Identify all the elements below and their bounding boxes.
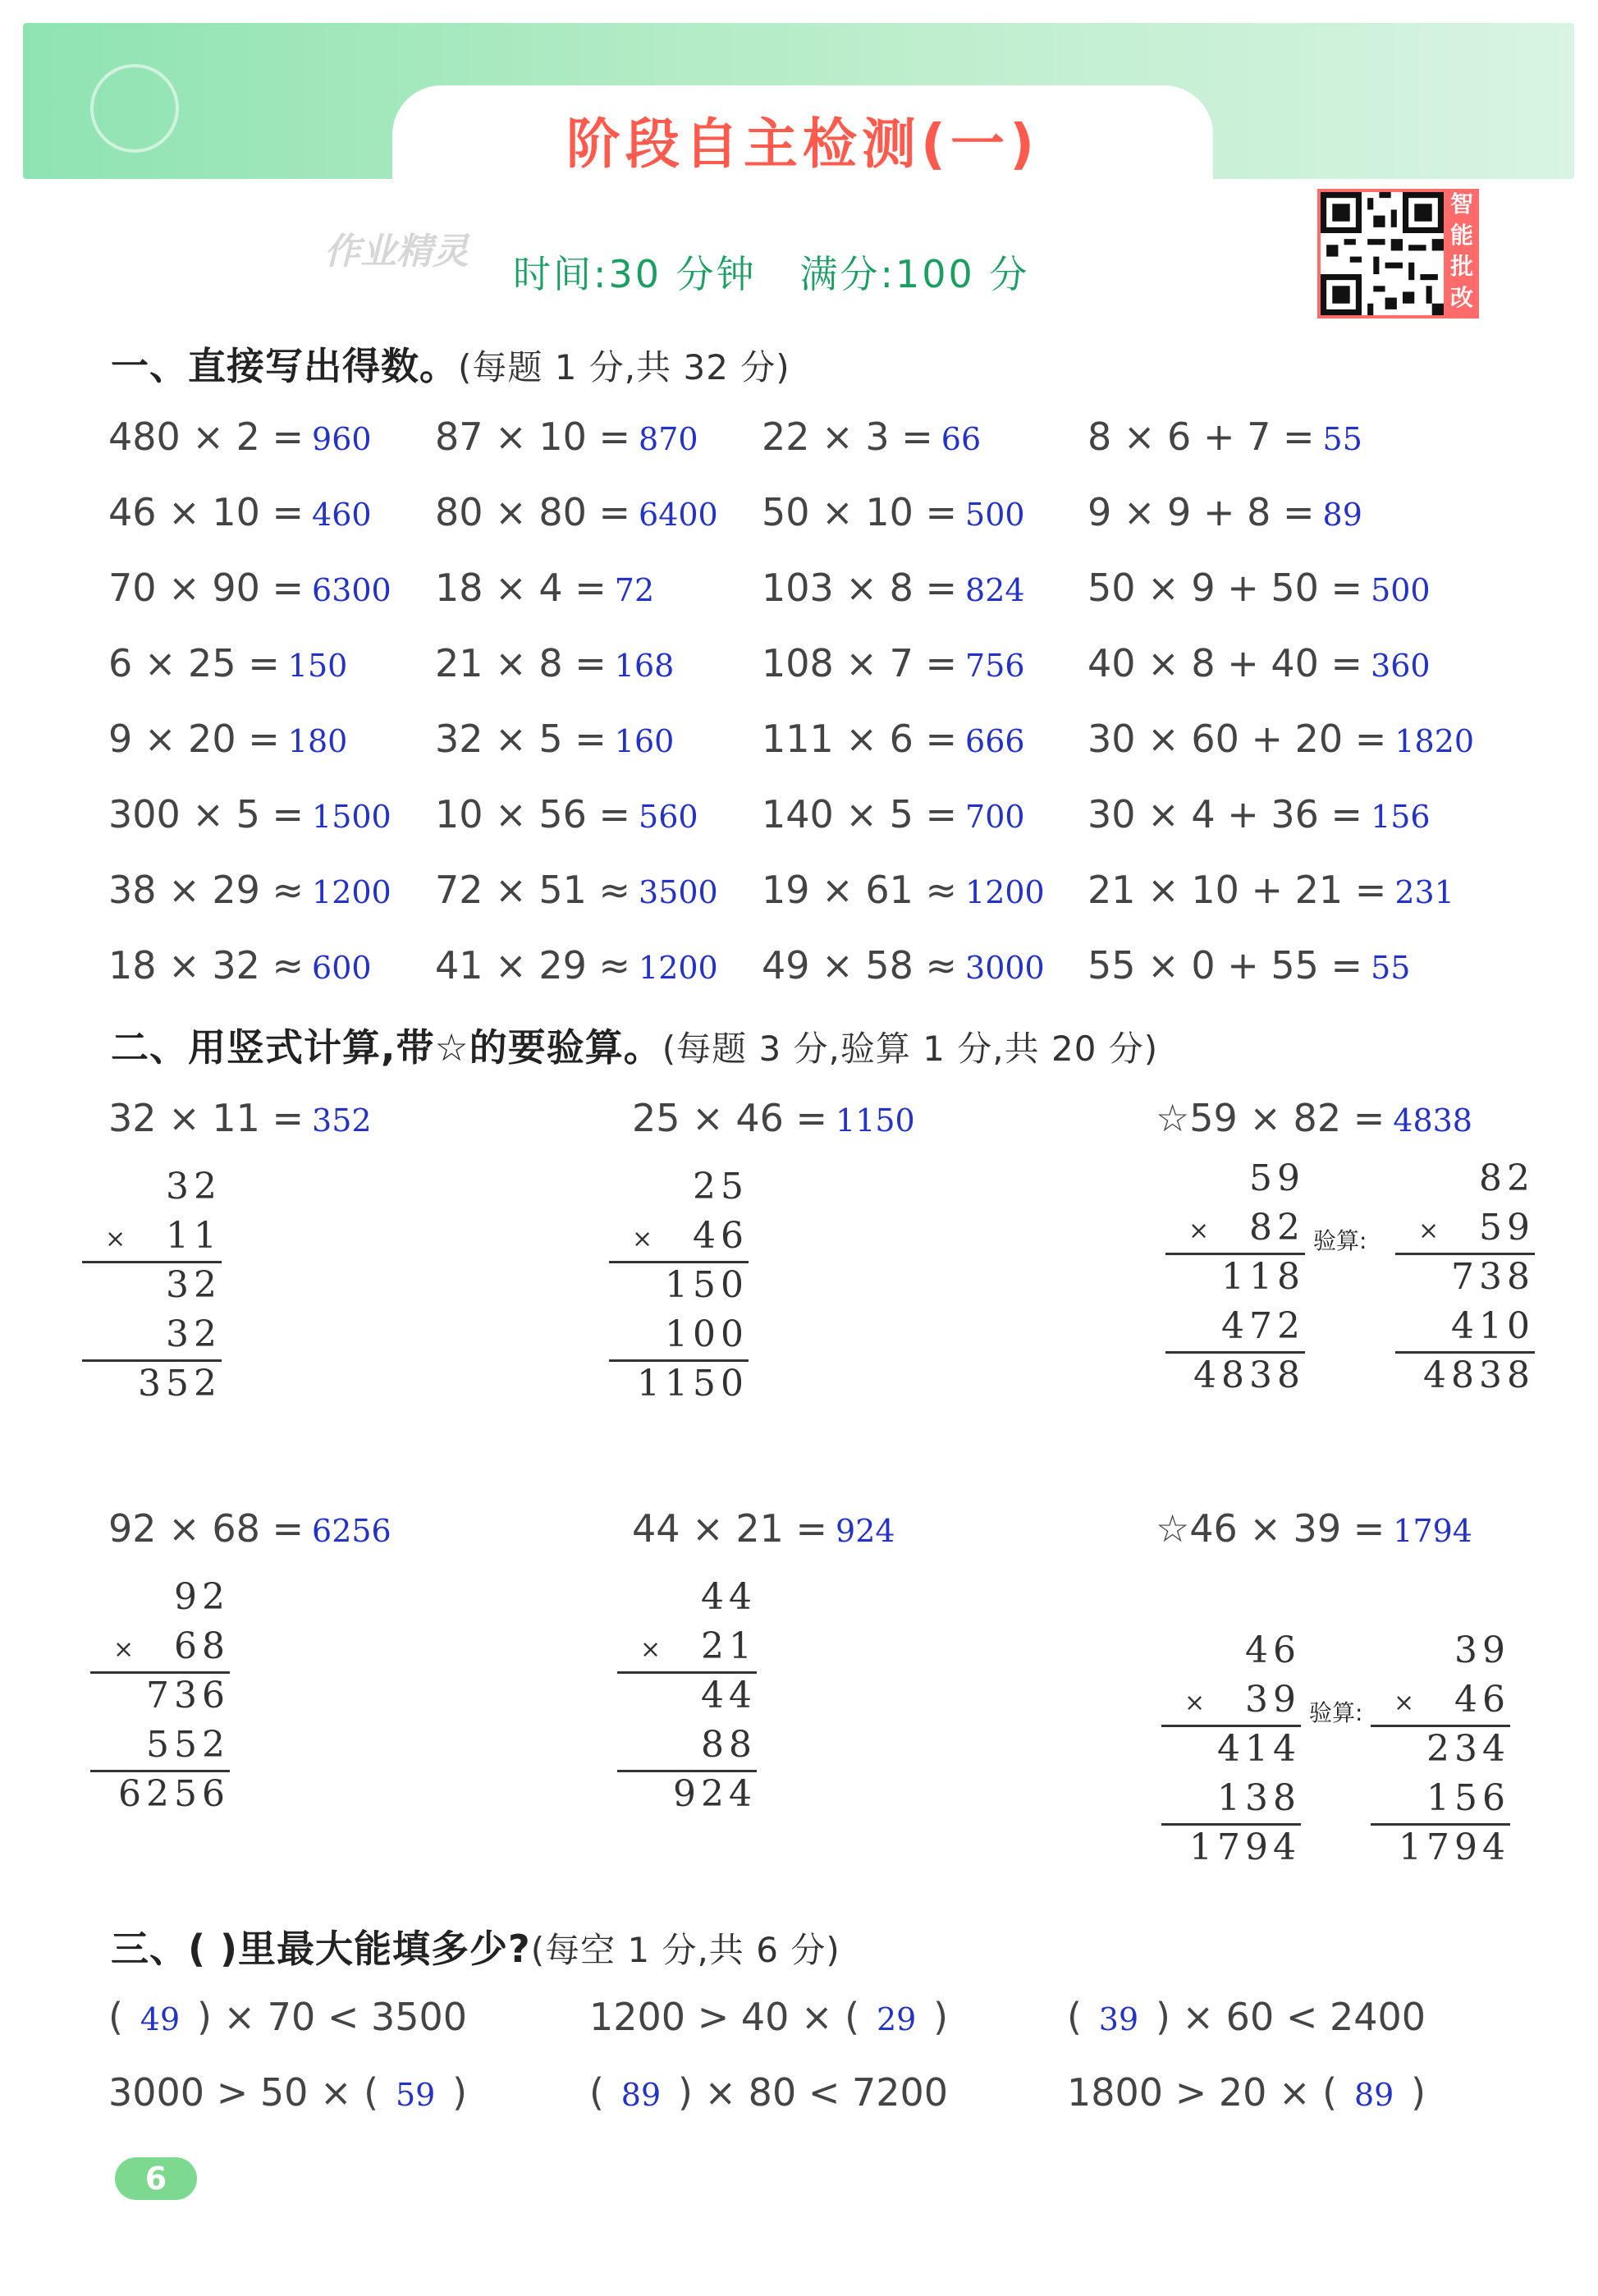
vertical-row: 156 — [1426, 1777, 1510, 1819]
answer-text: 89 — [620, 2077, 662, 2113]
multiply-sign: × — [1184, 1689, 1206, 1717]
answer-text: 870 — [639, 421, 698, 457]
expression-prefix: ( — [108, 1995, 123, 2039]
answer-text: 1200 — [312, 874, 391, 910]
arithmetic-item — [762, 641, 1025, 685]
expression-suffix: ) × 80 < 7200 — [677, 2070, 949, 2115]
answer-text: 460 — [312, 497, 372, 533]
arithmetic-item — [108, 868, 391, 912]
answer-text: 500 — [1371, 572, 1431, 608]
vertical-calculation — [609, 1166, 749, 1420]
vertical-calculation — [1165, 1157, 1305, 1412]
arithmetic-item — [108, 943, 372, 988]
vertical-row: 924 — [673, 1773, 757, 1815]
vertical-row: 150 — [665, 1264, 749, 1306]
arithmetic-item — [108, 641, 347, 685]
vertical-row: 46 — [693, 1215, 749, 1257]
multiply-sign: × — [113, 1635, 135, 1664]
expression-suffix: ) × 60 < 2400 — [1155, 1995, 1426, 2039]
watermark: 作业精灵 — [324, 231, 469, 273]
vertical-row: 39 — [1245, 1679, 1301, 1721]
vertical-row: 1794 — [1399, 1826, 1510, 1868]
answer-text: 352 — [312, 1102, 372, 1139]
question-text: 38 × 29 ≈ — [108, 868, 304, 912]
arithmetic-item — [762, 792, 1025, 836]
vertical-row: 44 — [701, 1675, 757, 1716]
question-text: 32 × 5 = — [435, 717, 607, 761]
arithmetic-item — [1087, 490, 1362, 534]
vertical-row: 1150 — [637, 1363, 749, 1405]
arithmetic-item — [1087, 868, 1454, 912]
question-text: 70 × 90 = — [108, 566, 304, 610]
answer-text: 1150 — [836, 1102, 915, 1139]
question-text: 140 × 5 = — [762, 792, 958, 836]
section1-heading — [111, 337, 790, 391]
expression-prefix: ( — [1067, 1995, 1082, 2039]
question-text: 30 × 4 + 36 = — [1087, 792, 1363, 836]
vertical-calculation — [1161, 1629, 1301, 1884]
answer-text: 59 — [395, 2077, 436, 2113]
section2-title: 二、用竖式计算,带☆的要验算。 — [111, 1025, 662, 1070]
answer-text: 1500 — [312, 799, 391, 835]
vertical-calculation — [617, 1576, 757, 1831]
vertical-row: 44 — [701, 1576, 757, 1618]
vertical-row: 118 — [1221, 1256, 1305, 1298]
multiply-sign: × — [105, 1225, 126, 1253]
fill-in-item — [1067, 1995, 1426, 2039]
question-text: 32 × 11 = — [108, 1096, 304, 1140]
question-text: 10 × 56 = — [435, 792, 631, 836]
divider-line — [609, 1359, 749, 1362]
answer-text: 360 — [1371, 648, 1431, 684]
qr-tag-label: 智能批改 — [1445, 189, 1479, 319]
arithmetic-item — [762, 415, 981, 459]
section2-note: (每题 3 分,验算 1 分,共 20 分) — [662, 1029, 1159, 1069]
answer-text: 6400 — [639, 497, 718, 533]
answer-text: 55 — [1371, 950, 1411, 986]
vertical-row: 32 — [166, 1264, 222, 1306]
arithmetic-item — [1087, 415, 1362, 459]
expression-prefix: 3000 > 50 × ( — [108, 2070, 379, 2115]
divider-line — [1161, 1725, 1301, 1727]
question-text: 6 × 25 = — [108, 641, 280, 685]
question-text: 18 × 32 ≈ — [108, 943, 304, 988]
divider-line — [1371, 1725, 1510, 1727]
question-text: 30 × 60 + 20 = — [1087, 717, 1387, 761]
question-text: 72 × 51 ≈ — [435, 868, 631, 912]
expression-prefix: 1200 > 40 × ( — [589, 1995, 860, 2039]
vertical-row: 100 — [665, 1313, 749, 1355]
vertical-calculation — [82, 1166, 222, 1420]
vertical-row: 552 — [146, 1724, 230, 1766]
answer-text: 1820 — [1394, 723, 1475, 759]
answer-text: 960 — [312, 421, 372, 457]
multiply-sign: × — [1418, 1217, 1440, 1245]
arithmetic-item — [762, 943, 1045, 988]
answer-text: 72 — [614, 572, 655, 608]
vertical-calculation — [1395, 1157, 1535, 1412]
divider-line — [609, 1261, 749, 1263]
divider-line — [82, 1261, 222, 1263]
page-number: 6 — [115, 2157, 197, 2200]
divider-line — [90, 1770, 230, 1772]
arithmetic-item — [435, 943, 718, 988]
answer-text: 39 — [1098, 2001, 1139, 2037]
arithmetic-item — [762, 566, 1025, 610]
decorative-circle — [90, 64, 179, 153]
arithmetic-item — [1087, 641, 1431, 685]
vertical-row: 738 — [1451, 1256, 1535, 1298]
question-text: 21 × 10 + 21 = — [1087, 868, 1387, 912]
question-text: 46 × 10 = — [108, 490, 304, 534]
vertical-row: 6256 — [118, 1773, 230, 1815]
expression-prefix: 1800 > 20 × ( — [1067, 2070, 1338, 2115]
expression-suffix: ) — [933, 1995, 949, 2039]
arithmetic-item — [108, 717, 347, 761]
question-text: 50 × 9 + 50 = — [1087, 566, 1363, 610]
answer-text: 160 — [614, 723, 675, 759]
divider-line — [82, 1359, 222, 1362]
arithmetic-item — [435, 566, 654, 610]
answer-text: 150 — [287, 648, 348, 684]
answer-text: 824 — [965, 572, 1025, 608]
divider-line — [617, 1671, 757, 1674]
answer-text: 55 — [1322, 421, 1362, 457]
question-text: 40 × 8 + 40 = — [1087, 641, 1363, 685]
answer-text: 156 — [1371, 799, 1431, 835]
vertical-row: 4838 — [1423, 1354, 1535, 1396]
multiply-sign: × — [1394, 1689, 1415, 1717]
arithmetic-item — [108, 792, 391, 836]
arithmetic-item — [1087, 566, 1431, 610]
answer-text: 4838 — [1393, 1102, 1472, 1139]
time-info: 时间:30 分钟 满分:100 分 — [513, 252, 1030, 296]
vertical-row: 59 — [1249, 1157, 1305, 1199]
question-text: 108 × 7 = — [762, 641, 958, 685]
divider-line — [617, 1770, 757, 1772]
arithmetic-item — [1087, 943, 1410, 988]
fill-in-item — [589, 1995, 948, 2039]
answer-text: 3000 — [965, 950, 1045, 986]
problem-equation — [1156, 1096, 1472, 1140]
vertical-calculation — [90, 1576, 230, 1831]
divider-line — [1165, 1351, 1305, 1354]
answer-text: 700 — [965, 799, 1025, 835]
question-text: 300 × 5 = — [108, 792, 304, 836]
answer-text: 600 — [312, 950, 372, 986]
vertical-row: 21 — [701, 1625, 757, 1667]
question-text: 480 × 2 = — [108, 415, 304, 459]
answer-text: 29 — [876, 2001, 917, 2037]
question-text: 87 × 10 = — [435, 415, 631, 459]
qr-code[interactable] — [1317, 189, 1447, 319]
vertical-row: 92 — [174, 1576, 230, 1618]
divider-line — [1395, 1253, 1535, 1255]
answer-text: 180 — [287, 723, 348, 759]
answer-text: 66 — [941, 421, 982, 457]
answer-text: 168 — [614, 648, 675, 684]
divider-line — [1165, 1253, 1305, 1255]
expression-suffix: ) — [1411, 2070, 1426, 2115]
question-text: 22 × 3 = — [762, 415, 933, 459]
vertical-row: 82 — [1479, 1157, 1535, 1199]
vertical-row: 736 — [146, 1675, 230, 1716]
divider-line — [1395, 1351, 1535, 1354]
question-text: ☆59 × 82 = — [1156, 1096, 1385, 1140]
question-text: 18 × 4 = — [435, 566, 607, 610]
question-text: 41 × 29 ≈ — [435, 943, 631, 988]
vertical-row: 82 — [1249, 1207, 1305, 1249]
check-label: 验算: — [1309, 1699, 1363, 1726]
problem-equation — [632, 1506, 895, 1551]
answer-text: 500 — [965, 497, 1025, 533]
vertical-row: 68 — [174, 1625, 230, 1667]
question-text: 111 × 6 = — [762, 717, 958, 761]
section2-heading — [111, 1018, 1158, 1072]
arithmetic-item — [435, 641, 674, 685]
divider-line — [1161, 1823, 1301, 1826]
fill-in-item — [108, 1995, 467, 2039]
answer-text: 560 — [639, 799, 698, 835]
arithmetic-item — [108, 415, 372, 459]
question-text: 19 × 61 ≈ — [762, 868, 958, 912]
question-text: 80 × 80 = — [435, 490, 631, 534]
answer-text: 666 — [965, 723, 1025, 759]
fill-in-item — [1067, 2070, 1426, 2115]
multiply-sign: × — [632, 1225, 653, 1253]
check-label: 验算: — [1313, 1227, 1367, 1254]
multiply-sign: × — [640, 1635, 662, 1664]
arithmetic-item — [435, 415, 698, 459]
answer-text: 6300 — [312, 572, 391, 608]
answer-text: 1794 — [1393, 1513, 1472, 1549]
vertical-row: 11 — [166, 1215, 222, 1257]
answer-text: 1200 — [639, 950, 718, 986]
problem-equation — [108, 1096, 372, 1140]
arithmetic-item — [762, 490, 1025, 534]
multiply-sign: × — [1188, 1217, 1210, 1245]
vertical-row: 414 — [1217, 1728, 1301, 1770]
divider-line — [1371, 1823, 1510, 1826]
arithmetic-item — [762, 717, 1025, 761]
vertical-row: 410 — [1451, 1305, 1535, 1347]
page-title: 阶段自主检测(一) — [565, 112, 1040, 176]
section3-heading — [111, 1919, 840, 1973]
answer-text: 3500 — [639, 874, 718, 910]
expression-suffix: ) — [452, 2070, 468, 2115]
problem-equation — [1156, 1506, 1472, 1551]
vertical-row: 472 — [1221, 1305, 1305, 1347]
vertical-row: 46 — [1245, 1629, 1301, 1671]
fill-in-item — [589, 2070, 948, 2115]
vertical-row: 1794 — [1189, 1826, 1301, 1868]
question-text: 55 × 0 + 55 = — [1087, 943, 1363, 988]
expression-suffix: ) × 70 < 3500 — [196, 1995, 468, 2039]
question-text: ☆46 × 39 = — [1156, 1506, 1385, 1551]
question-text: 103 × 8 = — [762, 566, 958, 610]
section1-title: 一、直接写出得数。 — [111, 344, 458, 388]
answer-text: 6256 — [312, 1513, 391, 1549]
question-text: 25 × 46 = — [632, 1096, 828, 1140]
arithmetic-item — [1087, 717, 1474, 761]
arithmetic-item — [108, 490, 372, 534]
vertical-row: 352 — [138, 1363, 222, 1405]
answer-text: 49 — [140, 2001, 181, 2037]
arithmetic-item — [435, 490, 718, 534]
answer-text: 231 — [1394, 874, 1454, 910]
arithmetic-item — [1087, 792, 1431, 836]
answer-text: 89 — [1322, 497, 1362, 533]
question-text: 21 × 8 = — [435, 641, 607, 685]
question-text: 8 × 6 + 7 = — [1087, 415, 1315, 459]
vertical-row: 46 — [1454, 1679, 1510, 1721]
vertical-row: 4838 — [1193, 1354, 1305, 1396]
arithmetic-item — [762, 868, 1045, 912]
section3-note: (每空 1 分,共 6 分) — [530, 1930, 840, 1970]
vertical-row: 59 — [1479, 1207, 1535, 1249]
question-text: 9 × 20 = — [108, 717, 280, 761]
qr-code-icon — [1321, 192, 1444, 315]
vertical-row: 32 — [166, 1166, 222, 1208]
vertical-row: 39 — [1454, 1629, 1510, 1671]
vertical-calculation — [1371, 1629, 1510, 1884]
vertical-row: 32 — [166, 1313, 222, 1355]
answer-text: 924 — [836, 1513, 895, 1549]
answer-text: 1200 — [965, 874, 1045, 910]
section1-note: (每题 1 分,共 32 分) — [458, 347, 790, 387]
question-text: 49 × 58 ≈ — [762, 943, 958, 988]
answer-text: 756 — [965, 648, 1025, 684]
answer-text: 89 — [1353, 2077, 1394, 2113]
vertical-row: 88 — [701, 1724, 757, 1766]
arithmetic-item — [435, 792, 698, 836]
vertical-row: 25 — [693, 1166, 749, 1208]
fill-in-item — [108, 2070, 467, 2115]
question-text: 50 × 10 = — [762, 490, 958, 534]
divider-line — [90, 1671, 230, 1674]
section3-title: 三、( )里最大能填多少? — [111, 1927, 531, 1971]
question-text: 44 × 21 = — [632, 1506, 828, 1551]
problem-equation — [108, 1506, 391, 1551]
question-text: 92 × 68 = — [108, 1506, 304, 1551]
problem-equation — [632, 1096, 915, 1140]
arithmetic-item — [108, 566, 391, 610]
vertical-row: 234 — [1426, 1728, 1510, 1770]
arithmetic-item — [435, 868, 718, 912]
question-text: 9 × 9 + 8 = — [1087, 490, 1315, 534]
vertical-row: 138 — [1217, 1777, 1301, 1819]
expression-prefix: ( — [589, 2070, 604, 2115]
arithmetic-item — [435, 717, 674, 761]
